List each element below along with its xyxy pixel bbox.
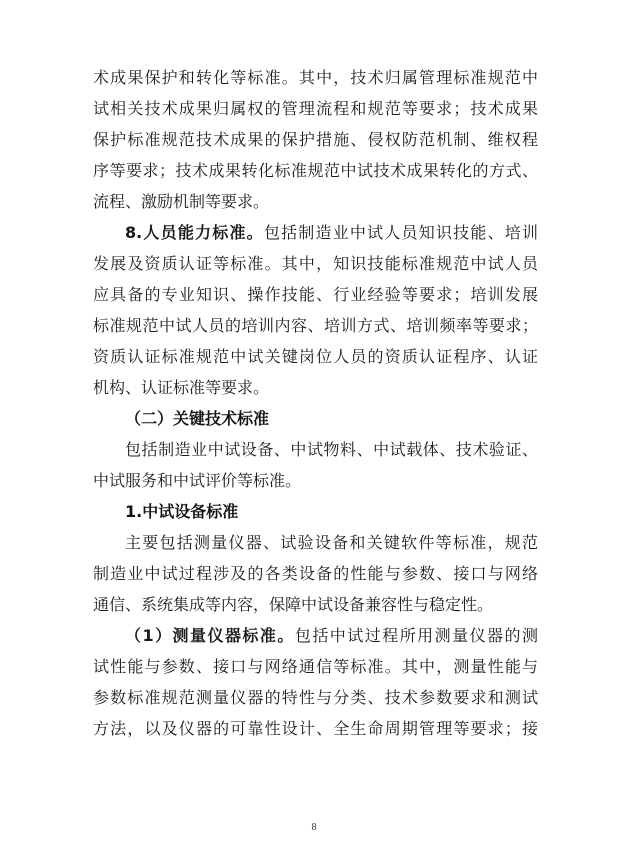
text-span: 包括中试过程所用测量仪器的测 — [294, 626, 538, 645]
text-line — [93, 620, 538, 651]
text-line: 资质认证标准规范中试关键岗位人员的资质认证程序、认证 — [93, 347, 538, 366]
text-line: 试性能与参数、接口与网络通信等标准。其中，测量性能与 — [93, 657, 538, 676]
text-line: 保护标准规范技术成果的保护措施、侵权防范机制、维权程 — [93, 130, 538, 149]
text-line: 制造业中试过程涉及的各类设备的性能与参数、接口与网络 — [93, 564, 538, 583]
paragraph-lead: （1）测量仪器标准。 — [125, 626, 295, 645]
text-line: 主要包括测量仪器、试验设备和关键软件等标准，规范 — [125, 533, 538, 552]
text-span: 包括制造业中试人员知识技能、培训 — [263, 223, 538, 242]
text-line: 包括制造业中试设备、中试物料、中试载体、技术验证、 — [125, 440, 538, 459]
text-line: 标准规范中试人员的培训内容、培训方式、培训频率等要求； — [93, 316, 538, 335]
text-line: 试相关技术成果归属权的管理流程和规范等要求；技术成果 — [93, 99, 538, 118]
text-line: 参数标准规范测量仪器的特性与分类、技术参数要求和测试 — [93, 688, 538, 707]
text-line: 流程、激励机制等要求。 — [93, 192, 270, 211]
text-line: 通信、系统集成等内容，保障中试设备兼容性与稳定性。 — [93, 595, 494, 614]
section-heading: （二）关键技术标准 — [125, 409, 270, 428]
document-body — [93, 62, 538, 744]
paragraph-key-tech-intro — [93, 434, 538, 496]
text-line: 方法，以及仪器的可靠性设计、全生命周期管理等要求；接 — [93, 719, 538, 738]
paragraph-measuring-instruments — [93, 620, 538, 744]
text-line: 机构、认证标准等要求。 — [93, 378, 270, 397]
paragraph-lead: 8.人员能力标准。 — [125, 223, 264, 242]
text-line: 中试服务和中试评价等标准。 — [93, 471, 302, 490]
subsection-heading: 1.中试设备标准 — [125, 502, 239, 521]
text-line: 术成果保护和转化等标准。其中，技术归属管理标准规范中 — [93, 68, 538, 87]
text-line: 发展及资质认证等标准。其中，知识技能标准规范中试人员 — [93, 254, 538, 273]
page-number: 8 — [311, 822, 317, 833]
paragraph-tech-results — [93, 62, 538, 217]
text-line: 应具备的专业知识、操作技能、行业经验等要求；培训发展 — [93, 285, 538, 304]
paragraph-personnel-capability — [93, 217, 538, 403]
text-line: 序等要求；技术成果转化标准规范中试技术成果转化的方式、 — [93, 161, 538, 180]
text-line — [93, 217, 538, 248]
paragraph-equipment-standards — [93, 527, 538, 620]
